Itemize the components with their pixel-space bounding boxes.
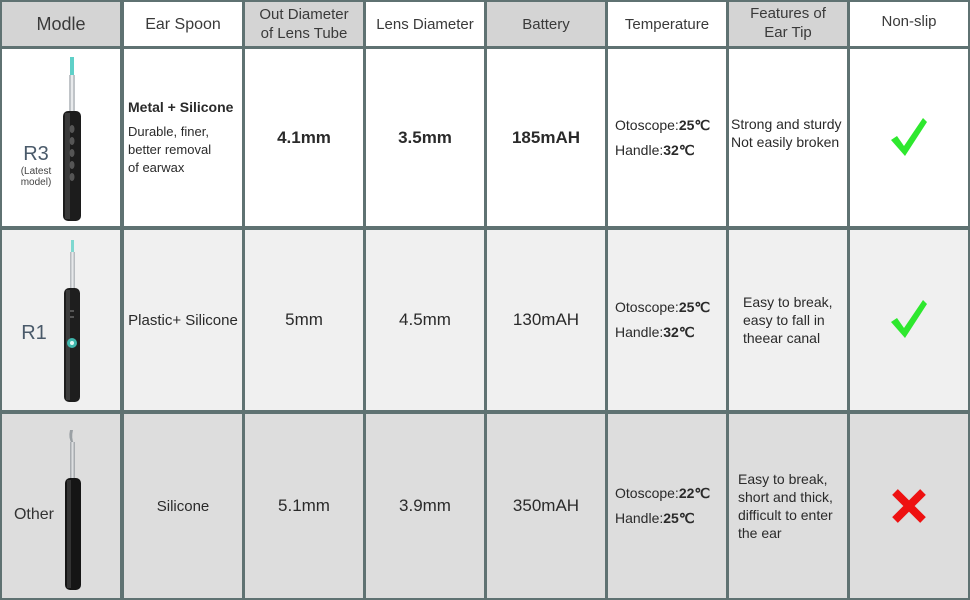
tip-line3: difficult to enter [738,507,833,523]
model-name: R3 [23,143,49,165]
header-features [729,2,847,46]
out-diameter-value: 5.1mm [278,496,330,515]
header-temperature-label: Temperature [624,15,710,33]
out-diameter-value: 4.1mm [277,127,331,147]
row-other-non-slip [850,414,968,598]
model-label-block [16,322,52,345]
row-r3-ear-tip [729,49,847,226]
row-r1-model-cell [2,230,120,410]
handle-value: 25℃ [663,510,695,526]
lens-diameter-value: 3.5mm [398,127,452,147]
header-out-diameter-line1: Out Diameter [259,6,349,23]
row-r1-out-diameter [245,230,363,410]
model-note-line1: (Latest [20,166,52,177]
header-model-label: Modle [36,13,86,34]
row-r3-non-slip [850,49,968,226]
model-label-block [16,143,56,188]
row-other-spoon-cell [124,414,242,598]
tip-line4: the ear [738,525,782,541]
header-lens-diameter-label: Lens Diameter [376,15,474,33]
row-r3-battery [487,49,605,226]
model-name: R1 [21,322,47,344]
tip-line1: Strong and sturdy [731,116,842,132]
handle-label: Handle: [615,510,664,526]
row-r1-ear-tip [729,230,847,410]
otoscope-value: 25℃ [678,116,711,133]
otoscope-value: 22℃ [678,485,711,501]
tip-line1: Easy to break, [743,294,833,310]
cross-icon [892,489,926,523]
model-name: Other [13,506,54,523]
row-r1-battery [487,230,605,410]
tip-line3: theear canal [743,330,821,346]
handle-label: Handle: [615,141,664,158]
otoscope-value: 25℃ [678,299,711,315]
tip-line1: Easy to break, [738,471,828,487]
row-other-ear-tip [729,414,847,598]
row-other-model-cell [2,414,120,598]
otoscope-temp [615,113,710,138]
check-icon [889,298,929,342]
r1-device-image [54,240,94,406]
battery-value: 185mAH [511,127,581,147]
out-diameter-value: 5mm [285,310,323,329]
row-r1-temperature [608,230,726,410]
model-label-block [12,506,56,524]
battery-value: 130mAH [512,310,580,329]
other-device-image [54,428,94,594]
tip-line2: Not easily broken [731,134,840,150]
header-ear-spoon-label: Ear Spoon [145,15,221,33]
row-other-out-diameter [245,414,363,598]
check-icon [889,116,929,160]
handle-temp [615,320,710,345]
battery-value: 350mAH [512,496,580,515]
row-r3-temperature [608,49,726,226]
otoscope-label: Otoscope: [615,485,679,501]
handle-temp [615,506,710,531]
lens-diameter-value: 3.9mm [399,496,451,515]
row-other-temperature [608,414,726,598]
row-other-lens-diameter [366,414,484,598]
header-model [2,2,120,46]
row-r3-out-diameter [245,49,363,226]
model-note-line2: model) [20,177,52,188]
header-temperature [608,2,726,46]
handle-value: 32℃ [663,324,695,340]
handle-label: Handle: [615,324,664,340]
tip-line2: easy to fall in [743,312,825,328]
otoscope-label: Otoscope: [615,116,679,133]
row-r3-model-cell [2,49,120,226]
row-r3-lens-diameter [366,49,484,226]
row-other-battery [487,414,605,598]
header-features-line2: Ear Tip [764,24,812,41]
header-non-slip-label: Non-slip [881,13,937,30]
header-lens-diameter [366,2,484,46]
row-r1-spoon-cell [124,230,242,410]
row-r1-lens-diameter [366,230,484,410]
r3-device-image [54,57,94,223]
header-battery [487,2,605,46]
row-r1-non-slip [850,230,968,410]
tip-line2: short and thick, [738,489,833,505]
spoon-desc-line2: better removal [128,141,212,157]
row-r3-spoon-cell [124,49,242,226]
spoon-title: Silicone [156,497,210,515]
otoscope-temp [615,295,710,320]
header-out-diameter [245,2,363,46]
header-battery-label: Battery [522,15,570,33]
spoon-title: Metal + Silicone [128,98,234,115]
header-features-line1: Features of [750,5,826,22]
otoscope-label: Otoscope: [615,299,679,315]
header-out-diameter-line2: of Lens Tube [260,25,348,42]
header-ear-spoon [124,2,242,46]
header-non-slip [850,2,968,46]
lens-diameter-value: 4.5mm [399,310,451,329]
spoon-desc-line1: Durable, finer, [128,123,209,139]
handle-temp [615,138,710,163]
otoscope-temp [615,481,710,506]
spoon-title: Plastic+ Silicone [128,311,238,329]
spoon-desc-line3: of earwax [128,159,185,175]
handle-value: 32℃ [663,141,695,158]
